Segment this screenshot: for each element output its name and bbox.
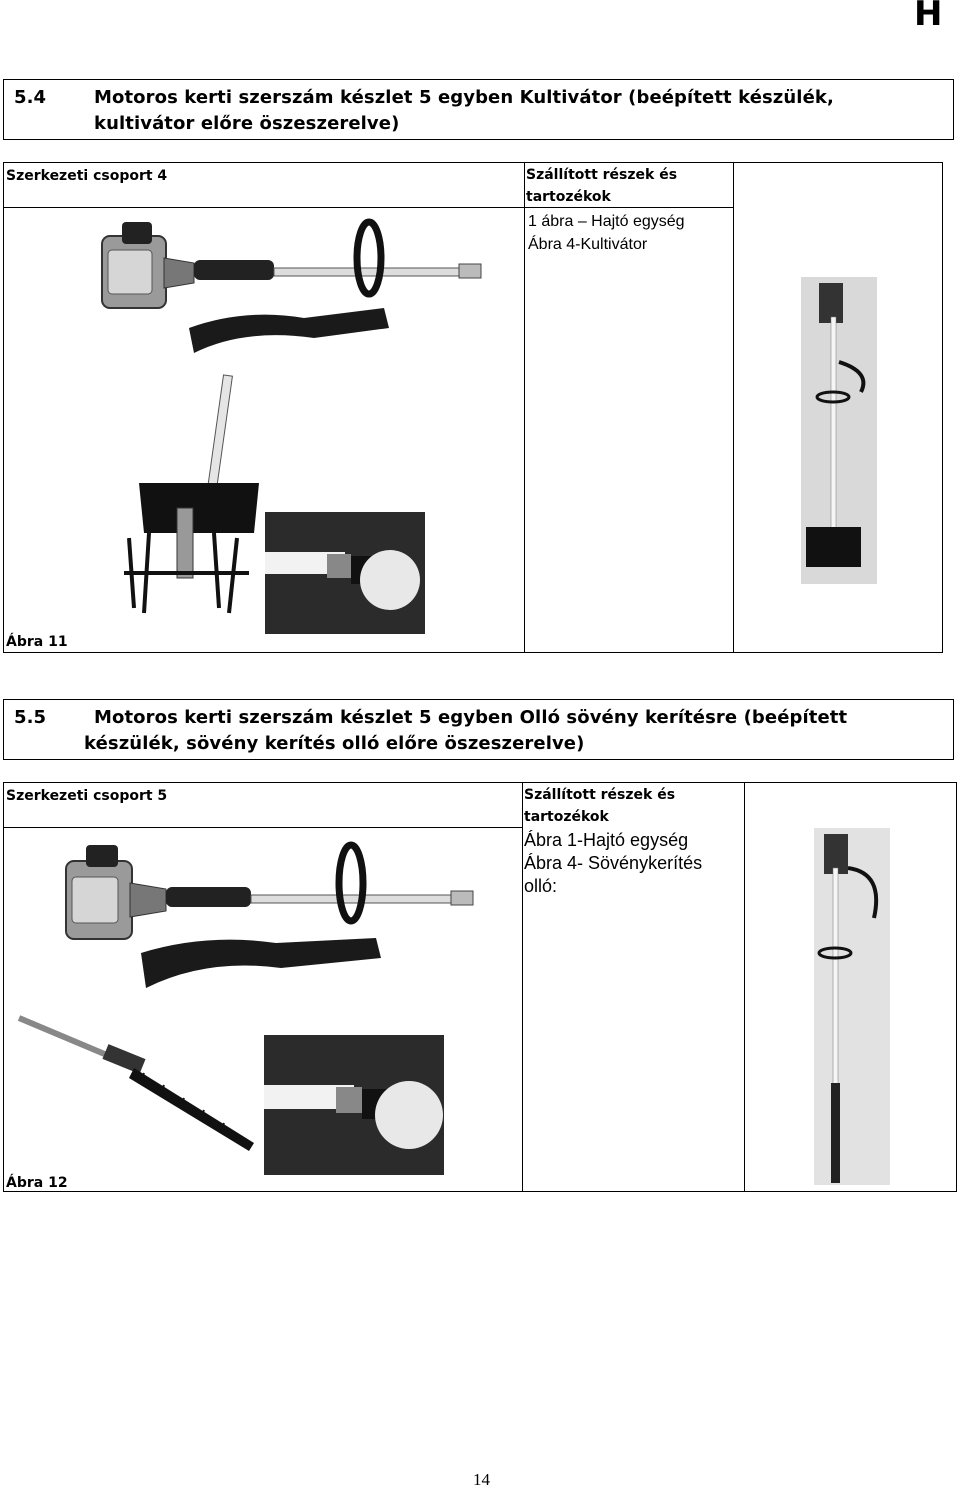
hedge-trimmer-attachment-image [14,1013,264,1153]
shaft-coupling-image [264,1035,444,1175]
assembled-cultivator-image [801,277,877,584]
group-label: Szerkezeti csoport 4 [6,168,168,184]
section-5-5-table [3,782,957,1192]
section-5-4-table [3,162,943,653]
parts-item: Ábra 4- Sövénykerítés [524,853,703,873]
section-5-4-title-box [3,79,954,140]
group-label: Szerkezeti csoport 5 [6,788,168,804]
cultivator-attachment-image [119,373,269,618]
section-5-4-title: 5.4 Motoros kerti szerszám készlet 5 egyben Kultivátor (beépített készülék, [14,85,953,111]
column-divider [524,163,525,652]
section-number: 5.4 [14,87,47,108]
power-unit-image [56,833,476,993]
parts-item: 1 ábra – Hajtó egység [528,213,685,230]
parts-item: olló: [524,876,558,896]
parts-list [524,829,702,898]
section-5-5-title: 5.5 Motoros kerti szerszám készlet 5 egyben Olló sövény kerítésre (beépített [14,705,953,731]
section-5-5-title-cont: készülék, sövény kerítés olló előre öszeszerelve) [84,733,585,754]
assembled-hedge-trimmer-image [814,828,890,1185]
column-divider [744,783,745,1191]
shaft-coupling-image [265,512,425,634]
section-5-5-title-box [3,699,954,760]
language-marker: H [914,0,943,34]
parts-item: Ábra 1-Hajtó egység [524,830,689,850]
column-divider [733,163,734,652]
parts-heading: Szállított részek és tartozékok [526,167,678,205]
section-number: 5.5 [14,707,47,728]
figure-caption: Ábra 12 [6,1175,68,1191]
section-5-4-title-cont: kultivátor előre öszeszerelve) [94,113,400,134]
page-number: 14 [473,1470,490,1489]
power-unit-image [94,208,489,358]
row-divider [4,827,522,828]
parts-list [528,210,685,256]
parts-item: Ábra 4-Kultivátor [528,236,648,253]
column-divider [522,783,523,1191]
parts-heading: Szállított részek és tartozékok [524,787,676,825]
figure-caption: Ábra 11 [6,634,68,650]
